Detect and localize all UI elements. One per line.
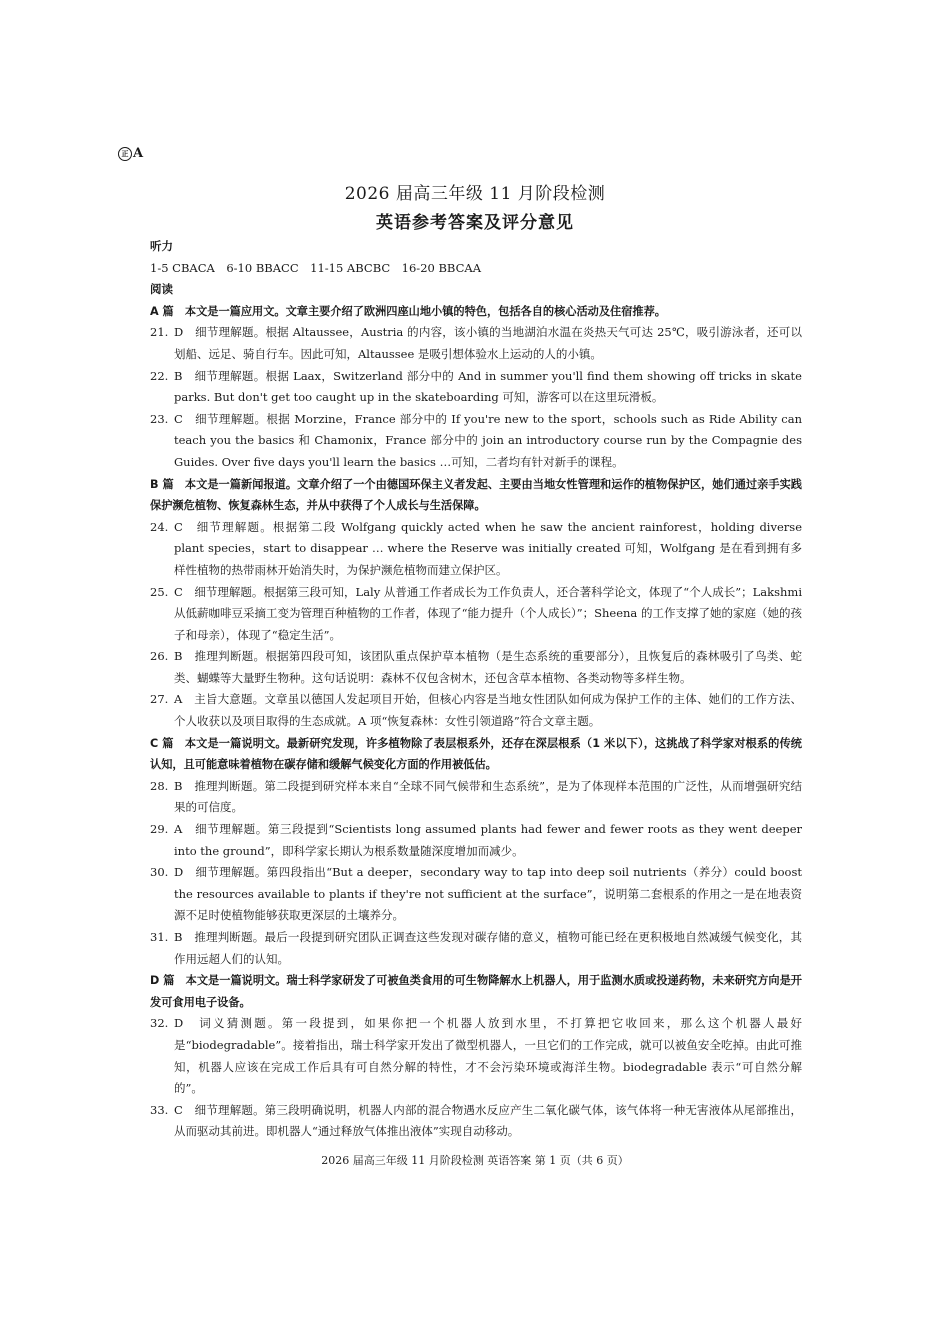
question-number: 25. — [150, 584, 169, 599]
question-item — [150, 689, 802, 732]
question-number: 31. — [150, 930, 169, 944]
question-explanation: A 细节理解题。第三段提到“Scientists long assumed plants had fewer and fewer roots as they went deeper into the ground”，即科学家长期认为根系数量随深度增加而减少。 — [174, 822, 802, 858]
passage-intro: D 篇 本文是一篇说明文。瑞士科学家研发了可被鱼类食用的可生物降解水上机器人，用于监测水质或投递药物，未来研究方向是开发可食用电子设备。 — [150, 974, 802, 1009]
question-explanation: C 细节理解题。第三段明确说明，机器人内部的混合物遇水反应产生二氧化碳气体，该气体将一种无害液体从尾部推出，从而驱动其前进。即机器人“通过释放气体推出液体”实现自动移动。 — [174, 1102, 802, 1139]
reading-label: 阅读 — [150, 282, 173, 297]
corner-mark — [118, 146, 143, 161]
passage-a — [150, 301, 802, 474]
listening-answers: 1-5 CBACA 6-10 BBACC 11-15 ABCBC 16-20 BBCAA — [150, 260, 482, 275]
question-number: 22. — [150, 368, 169, 383]
question-number: 30. — [150, 865, 169, 880]
listening-label: 听力 — [150, 239, 173, 253]
question-explanation: B 推理判断题。根据第四段可知，该团队重点保护草本植物（是生态系统的重要部分），且恢复后的森林吸引了鸟类、蛇类、蝴蝶等大量野生物种。这句话说明：森林不仅包含树木，还包含草本植物、各类动物等多样生物。 — [174, 649, 802, 685]
question-number: 23. — [150, 411, 169, 426]
question-explanation: C 细节理解题。根据 Morzine，France 部分中的 If you're new to the sport，schools such as Ride Ability can teach you the basics 和 Chamonix，France 部分中的 join an introductory course run by the Compagnie des Guides. Over five days you'll learn the basics …可知，二者均有针对新手的课程。 — [174, 411, 802, 469]
question-number: 28. — [150, 778, 169, 793]
question-number: 32. — [150, 1016, 169, 1031]
question-item — [150, 927, 802, 970]
passage-intro: B 篇 本文是一篇新闻报道。文章介绍了一个由德国环保主义者发起、主要由当地女性管理和运作的植物保护区，她们通过亲手实践保护濒危植物、恢复森林生态，并从中获得了个人成长与生活保障。 — [150, 477, 802, 513]
answer-content — [150, 236, 802, 1143]
page-subtitle: 英语参考答案及评分意见 — [376, 213, 574, 233]
question-number: 27. — [150, 692, 169, 707]
question-item — [150, 517, 802, 582]
question-explanation: C 细节理解题。根据第二段 Wolfgang quickly acted when he saw the ancient rainforest，holding diverse plant species，start to disappear … where the Reserve was initially created 可知，Wolfgang 是在看到拥有多样性植物的热带雨林开始消失时，为保护濒危植物而建立保护区。 — [174, 519, 802, 577]
question-item — [150, 582, 802, 647]
passage-intro: A 篇 本文是一篇应用文。文章主要介绍了欧洲四座山地小镇的特色，包括各自的核心活动及住宿推荐。 — [150, 304, 666, 318]
question-explanation: D 细节理解题。第四段指出“But a deeper，secondary way to tap into deep soil nutrients（养分）could boost the resources available to plants if they're not sufficient at the surface”，说明第二套根系的作用之一是在地表资源不足时使植物能够获取更深层的土壤养分。 — [174, 865, 802, 923]
question-number: 21. — [150, 325, 169, 340]
question-explanation: D 细节理解题。根据 Altaussee，Austria 的内容，该小镇的当地湖泊水温在炎热天气可达 25℃，吸引游泳者，还可以划船、远足、骑自行车。因此可知，Altaussee 是吸引想体验水上运动的人的小镇。 — [174, 325, 802, 361]
question-explanation: D 词义猜测题。第一段提到，如果你把一个机器人放到水里，不打算把它收回来，那么这个机器人最好是“biodegradable”。接着指出，瑞士科学家开发出了微型机器人，一旦它们的工作完成，就可以被鱼安全吃掉。由此可推知，机器人应该在完成工作后具有可自然分解的特性，才不会污染环境或海洋生物。biodegradable 表示“可自然分解的”。 — [174, 1016, 802, 1096]
question-item — [150, 366, 802, 409]
version-letter: A — [133, 146, 144, 161]
question-explanation: B 推理判断题。最后一段提到研究团队正调查这些发现对碳存储的意义，植物可能已经在更积极地自然减缓气候变化，其作用远超人们的认知。 — [174, 930, 802, 966]
page-title: 2026 届高三年级 11 月阶段检测 — [344, 184, 606, 204]
question-explanation: A 主旨大意题。文章虽以德国人发起项目开始，但核心内容是当地女性团队如何成为保护工作的主体、她们的工作方法、个人收获以及项目取得的生态成就。A 项“恢复森林：女性引领道路”符合文章主题。 — [174, 692, 802, 729]
question-number: 33. — [150, 1102, 169, 1117]
question-item — [150, 819, 802, 862]
passage-intro: C 篇 本文是一篇说明文。最新研究发现，许多植物除了表层根系外，还存在深层根系（1 米以下），这挑战了科学家对根系的传统认知，且可能意味着植物在碳存储和缓解气候变化方面的作用被低估。 — [150, 736, 802, 772]
page-footer: 2026 届高三年级 11 月阶段检测 英语答案 第 1 页（共 6 页） — [321, 1154, 629, 1167]
question-number: 29. — [150, 822, 169, 837]
question-explanation: B 细节理解题。根据 Laax，Switzerland 部分中的 And in summer you'll find them showing off tricks in skate parks. But don't get too caught up in the skateboarding 可知，游客可以在这里玩滑板。 — [174, 368, 802, 405]
passage-d — [150, 970, 802, 1143]
question-item — [150, 409, 802, 474]
question-item — [150, 862, 802, 927]
question-item — [150, 1100, 802, 1143]
passage-c — [150, 733, 802, 971]
question-item — [150, 322, 802, 365]
question-number: 24. — [150, 519, 169, 534]
question-item — [150, 646, 802, 689]
passage-b — [150, 474, 802, 733]
question-item — [150, 776, 802, 819]
question-explanation: B 推理判断题。第二段提到研究样本来自“全球不同气候带和生态系统”，是为了体现样本范围的广泛性，从而增强研究结果的可信度。 — [174, 778, 802, 815]
circle-mark-icon: 正 — [118, 147, 132, 161]
question-number: 26. — [150, 649, 169, 664]
question-item — [150, 1013, 802, 1099]
question-explanation: C 细节理解题。根据第三段可知，Laly 从普通工作者成长为工作负责人，还合著科学论文，体现了“个人成长”；Lakshmi 从低薪咖啡豆采摘工变为管理百种植物的工作者，体现了“能力提升（个人成长）”；Sheena 的工作支撑了她的家庭（她的孩子和母亲），体现了“稳定生活”。 — [174, 584, 802, 642]
